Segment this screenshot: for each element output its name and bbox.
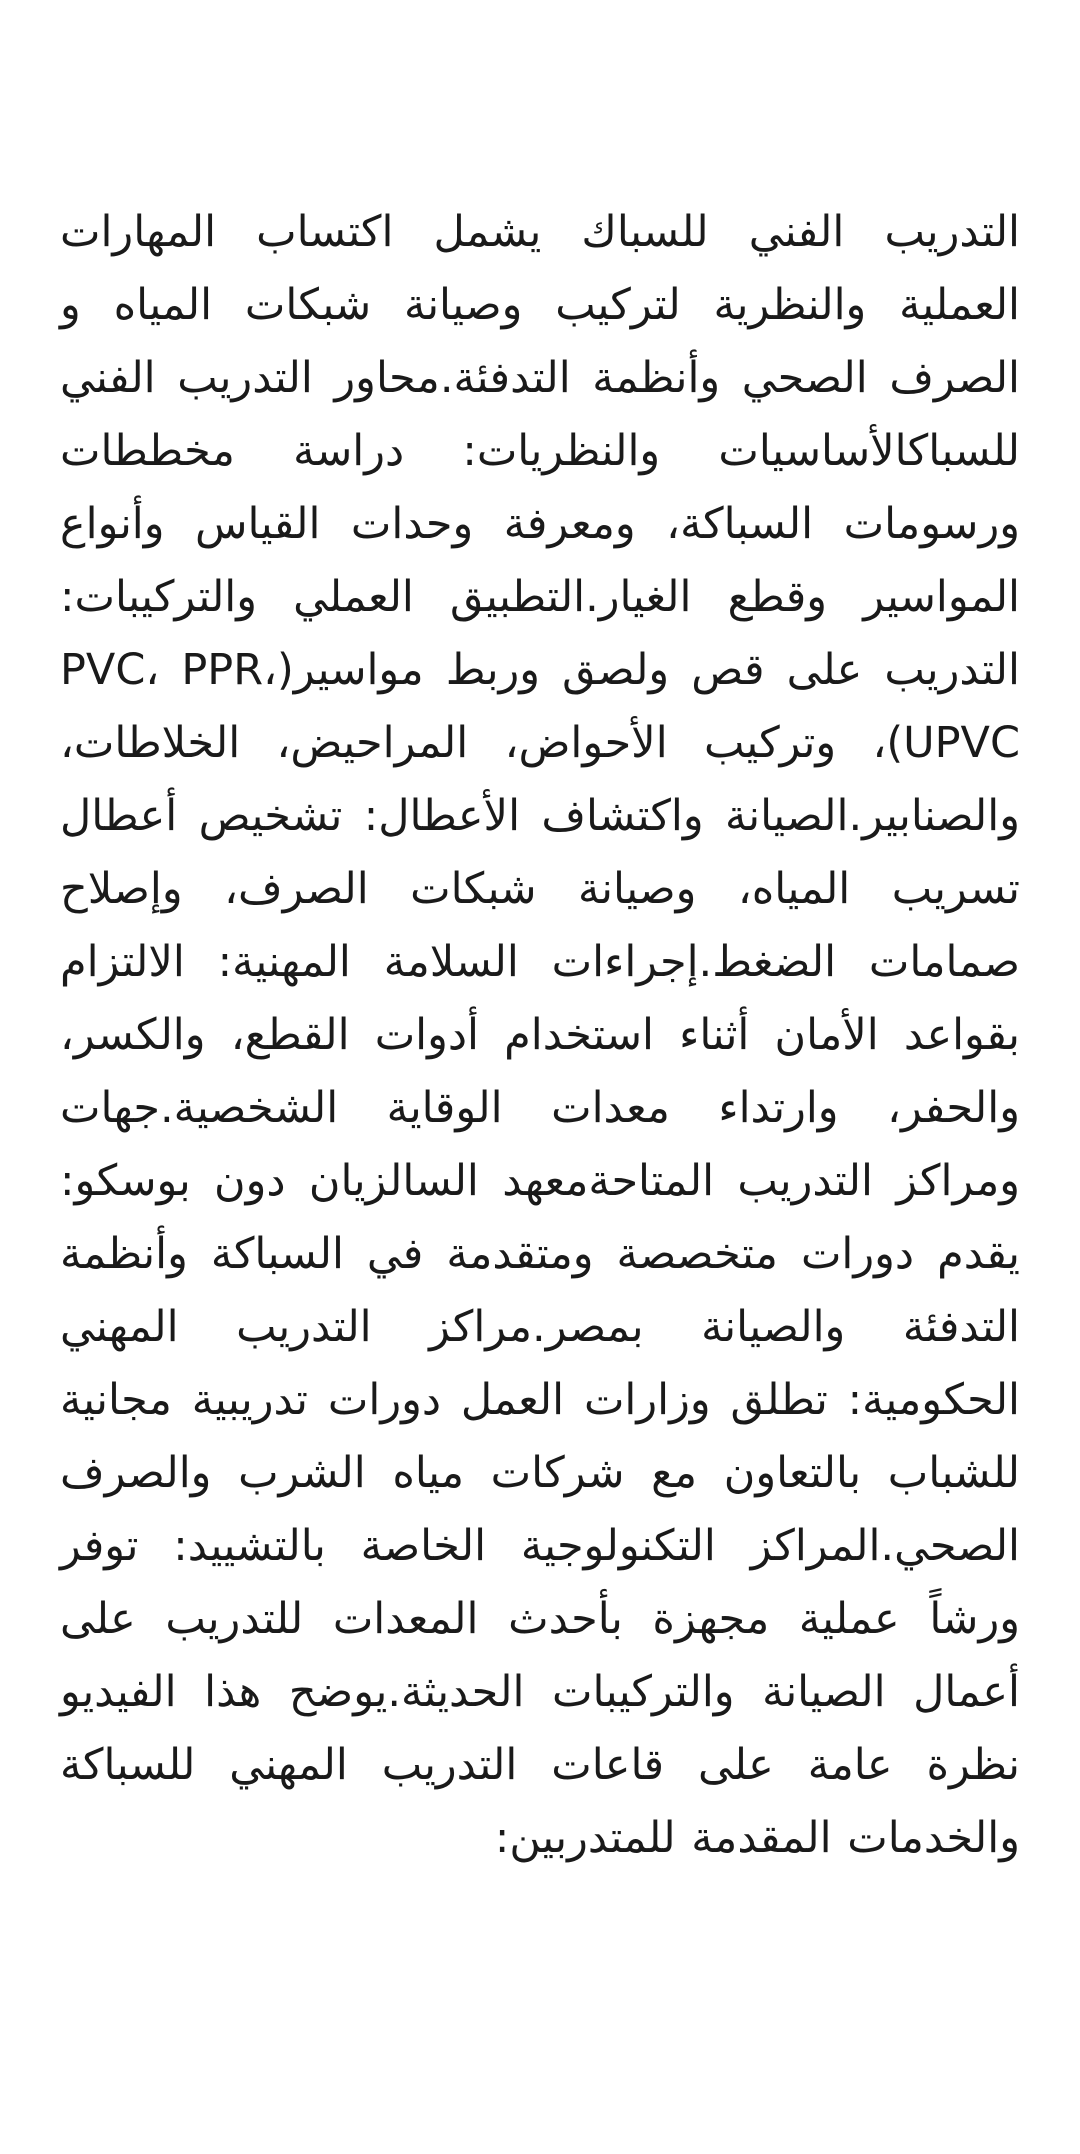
article-body-text: التدريب الفني للسباك يشمل اكتساب المهارات العملية والنظرية لتركيب وصيانة شبكات المياه و الصرف الصحي وأنظمة التدفئة.محاور التدريب الفني للسباكالأساسيات والنظريات: دراسة مخططات ورسومات السباكة، ومعرفة وحدات القياس وأنواع المواسير وقطع الغيار.التطبيق العملي والتركيبات: التدريب على قص ولصق وربط مواسير(PVC، PPR، UPVC)، وتركيب الأحواض، المراحيض، الخلاطات، والصنابير.الصيانة واكتشاف الأعطال: تشخيص أعطال تسريب المياه، وصيانة شبكات الصرف، وإصلاح صمامات الضغط.إجراءات السلامة المهنية: الالتزام بقواعد الأمان أثناء استخدام أدوات القطع، والكسر، والحفر، وارتداء معدات الوقاية الشخصية.جهات ومراكز التدريب المتاحةمعهد السالزيان دون بوسكو: يقدم دورات متخصصة ومتقدمة في السباكة وأنظمة التدفئة والصيانة بمصر.مراكز التدريب المهني الحكومية: تطلق وزارات العمل دورات تدريبية مجانية للشباب بالتعاون مع شركات مياه الشرب والصرف الصحي.المراكز التكنولوجية الخاصة بالتشييد: توفر ورشاً عملية مجهزة بأحدث المعدات للتدريب على أعمال الصيانة والتركيبات الحديثة.يوضح هذا الفيديو نظرة عامة على قاعات التدريب المهني للسباكة والخدمات المقدمة للمتدربين: bbox=[60, 207, 1020, 1863]
